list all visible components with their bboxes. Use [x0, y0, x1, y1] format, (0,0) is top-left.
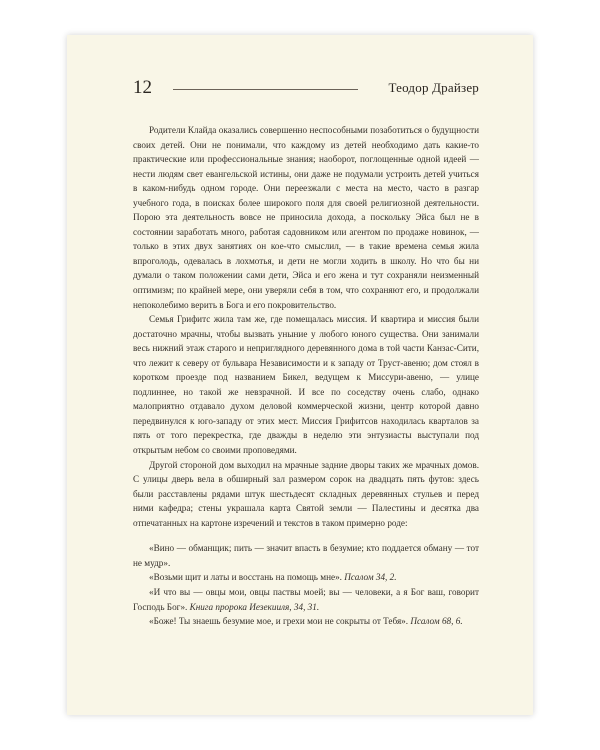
paragraph: Семья Грифитс жила там же, где помещалась миссия. И квартира и миссия были достаточно мрачны, чтобы вызвать уныние у любого юного существа. Они занимали весь нижний этаж старого и неприглядного деревянного дома в той части Канзас-Сити, что лежит к северу от бульвара Независимости и к западу от Труст-авеню; дом стоял в коротком проезде под названием Бикел, ведущем к Миссури-авеню, — улице подлиннее, но такой же невзрачной. И все по соседству очень слабо, однако малоприятно отдавало духом деловой коммерческой жизни, центр которой давно передвинулся к юго-западу от этих мест. Миссия Грифитсов находилась кварталов за пять от того перекрестка, где дважды в неделю эти энтузиасты выступали под открытым небом со своими проповедями. [133, 314, 479, 456]
header-rule [173, 89, 358, 90]
paragraph: Другой стороной дом выходил на мрачные задние дворы таких же мрачных домов. С улицы дверь вела в обширный зал размером сорок на двадцать пять футов: здесь были расставлены рядами штук шестьдесят складных деревянных стульев и перед ними кафедра; стены украшала карта Святой земли — Палестины и десятка два отпечатанных на картоне изречений и текстов в таком примерно роде: [133, 459, 479, 528]
quote-reference: Псалом 34, 2. [344, 572, 397, 583]
book-page [67, 35, 533, 715]
paragraph: Родители Клайда оказались совершенно неспособными позаботиться о будущности своих детей. Они не понимали, что каждому из детей необходимо дать какие-то практические или профессиональные знания; наоборот, поглощенные одной идеей — нести людям свет евангельской истины, они даже не подумали устроить детей учиться в каком-нибудь одном городе. Они переезжали с места на место, часто в разгар учебного года, в поисках более широкого поля для своей религиозной деятельности. Порою эта деятельность вовсе не приносила дохода, а поскольку Эйса был не в состоянии заработать много, работая садовником или агентом по продаже новинок, — только в этих двух занятиях он кое-что смыслил, — в такие времена семья жила впроголодь, одевалась в лохмотья, и дети не могли ходить в школу. Но что бы ни думали о таком положении сами дети, Эйса и его жена и тут сохраняли неизменный оптимизм; по крайней мере, они уверяли себя в том, что сохраняют его, и продолжали непоколебимо верить в Бога и его покровительство. [133, 125, 479, 310]
page-number: 12 [133, 77, 152, 98]
quote [133, 570, 479, 585]
quote-reference: Псалом 68, 6. [410, 616, 463, 627]
quote-text: «И что вы — овцы мои, овцы паствы моей; вы — человеки, а я Бог ваш, говорит Господь Бог». [133, 586, 479, 612]
quote [133, 585, 479, 614]
quote [133, 614, 479, 629]
quote-reference: Книга пророка Иезекииля, 34, 31. [189, 601, 320, 612]
quote [133, 541, 479, 570]
page-header [133, 77, 479, 99]
quote-text: «Боже! Ты знаешь безумие мое, и грехи мои не сокрыты от Тебя». [149, 616, 411, 627]
quote-text: «Возьми щит и латы и восстань на помощь мне». [149, 572, 345, 583]
running-head-author: Теодор Драйзер [388, 80, 479, 95]
body-text [133, 123, 479, 629]
quote-text: «Вино — обманщик; пить — значит впасть в безумие; кто поддается обману — тот не мудр». [133, 543, 479, 568]
